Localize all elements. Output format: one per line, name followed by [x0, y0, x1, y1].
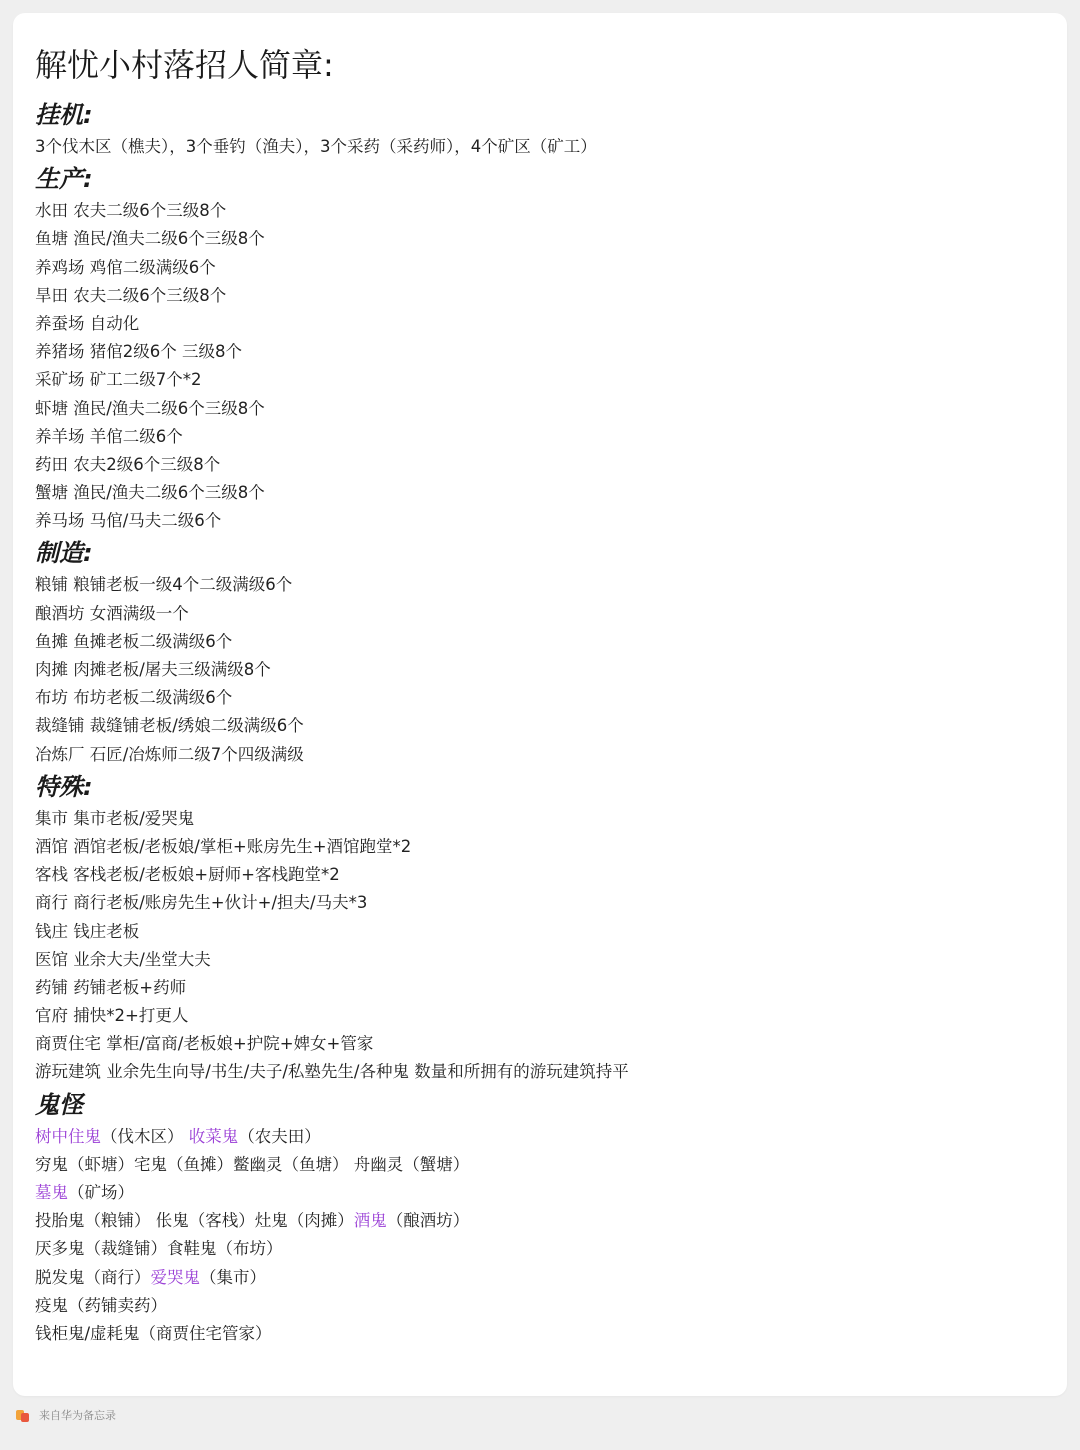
production-line: 养猪场 猪倌2级6个 三级8个 [35, 342, 242, 362]
section-heading-idle: 挂机: [35, 101, 93, 129]
section-heading-ghosts: 鬼怪 [35, 1090, 83, 1119]
section-heading-manufacturing: 制造: [35, 539, 93, 568]
special-line: 医馆 业余大夫/坐堂大夫 [35, 949, 211, 969]
special-line: 酒馆 酒馆老板/老板娘/掌柜+账房先生+酒馆跑堂*2 [35, 836, 412, 856]
idle-line: 3个伐木区（樵夫），3个垂钓（渔夫），3个采药（采药师），4个矿区（矿工） [35, 137, 597, 156]
footer [16, 1406, 116, 1424]
ghost-line: 厌多鬼（裁缝铺）食鞋鬼（布坊） [35, 1239, 283, 1259]
ghost-text: （集市） [200, 1267, 266, 1287]
ghost-line: 疫鬼（药铺卖药） [35, 1295, 167, 1315]
ghost-line [35, 1123, 1047, 1151]
production-line: 鱼塘 渔民/渔夫二级6个三级8个 [35, 229, 265, 249]
ghost-line [35, 1264, 1047, 1292]
manufacturing-line: 粮铺 粮铺老板一级4个二级满级6个 [35, 575, 293, 595]
footer-source-text: 来自华为备忘录 [39, 1409, 116, 1422]
section-heading-production: 生产: [35, 165, 93, 194]
ghost-text: 脱发鬼（商行） [35, 1267, 151, 1287]
manufacturing-line: 肉摊 肉摊老板/屠夫三级满级8个 [35, 660, 271, 679]
ghost-name-highlight: 墓鬼 [35, 1183, 68, 1202]
production-line: 养羊场 羊倌二级6个 [35, 426, 183, 446]
ghost-name-highlight: 收菜鬼 [188, 1126, 239, 1146]
production-line: 水田 农夫二级6个三级8个 [35, 201, 227, 221]
ghost-line [35, 1179, 1047, 1207]
production-line: 旱田 农夫二级6个三级8个 [35, 285, 227, 305]
production-line: 养马场 马倌/马夫二级6个 [35, 511, 222, 531]
special-line: 钱庄 钱庄老板 [35, 921, 140, 941]
manufacturing-line: 冶炼厂 石匠/冶炼师二级7个四级满级 [35, 744, 304, 764]
manufacturing-line: 酿酒坊 女酒满级一个 [35, 603, 189, 623]
production-line: 采矿场 矿工二级7个*2 [35, 370, 202, 390]
special-line: 商行 商行老板/账房先生+伙计+/担夫/马夫*3 [35, 893, 368, 913]
section-heading-special: 特殊: [35, 772, 93, 801]
special-line: 药铺 药铺老板+药师 [35, 977, 187, 997]
memo-app-icon [16, 1409, 29, 1422]
special-line: 商贾住宅 掌柜/富商/老板娘+护院+婢女+管家 [35, 1034, 374, 1054]
note-content [35, 43, 1047, 1348]
special-line: 游玩建筑 业余先生向导/书生/夫子/私塾先生/各种鬼 数量和所拥有的游玩建筑持平 [35, 1062, 629, 1082]
special-line: 客栈 客栈老板/老板娘+厨师+客栈跑堂*2 [35, 865, 340, 885]
production-line: 养鸡场 鸡倌二级满级6个 [35, 257, 216, 277]
note-card [13, 13, 1067, 1396]
ghost-name-highlight: 酒鬼 [353, 1211, 387, 1231]
ghost-name-highlight: 树中住鬼 [35, 1126, 101, 1146]
ghost-text: 投胎鬼（粮铺） 伥鬼（客栈）灶鬼（肉摊） [35, 1211, 354, 1231]
ghost-text: （伐木区） [101, 1126, 189, 1146]
ghost-text: （酿酒坊） [386, 1211, 470, 1231]
manufacturing-line: 布坊 布坊老板二级满级6个 [35, 688, 233, 708]
special-line: 集市 集市老板/爱哭鬼 [35, 808, 195, 828]
manufacturing-line: 裁缝铺 裁缝铺老板/绣娘二级满级6个 [35, 716, 304, 736]
ghost-line [35, 1207, 1047, 1235]
ghost-line: 穷鬼（虾塘）宅鬼（鱼摊）鳖幽灵（鱼塘） 舟幽灵（蟹塘） [35, 1154, 470, 1174]
special-line: 官府 捕快*2+打更人 [35, 1006, 189, 1026]
note-title: 解忧小村落招人简章: [35, 46, 334, 84]
ghost-text: （农夫田） [238, 1126, 321, 1146]
production-line: 药田 农夫2级6个三级8个 [35, 454, 221, 474]
production-line: 虾塘 渔民/渔夫二级6个三级8个 [35, 398, 265, 418]
ghost-text: （矿场） [68, 1183, 134, 1202]
ghost-name-highlight: 爱哭鬼 [150, 1267, 200, 1287]
manufacturing-line: 鱼摊 鱼摊老板二级满级6个 [35, 631, 233, 651]
production-line: 蟹塘 渔民/渔夫二级6个三级8个 [35, 483, 265, 503]
production-line: 养蚕场 自动化 [35, 313, 140, 333]
ghost-line: 钱柜鬼/虚耗鬼（商贾住宅管家） [35, 1323, 272, 1343]
